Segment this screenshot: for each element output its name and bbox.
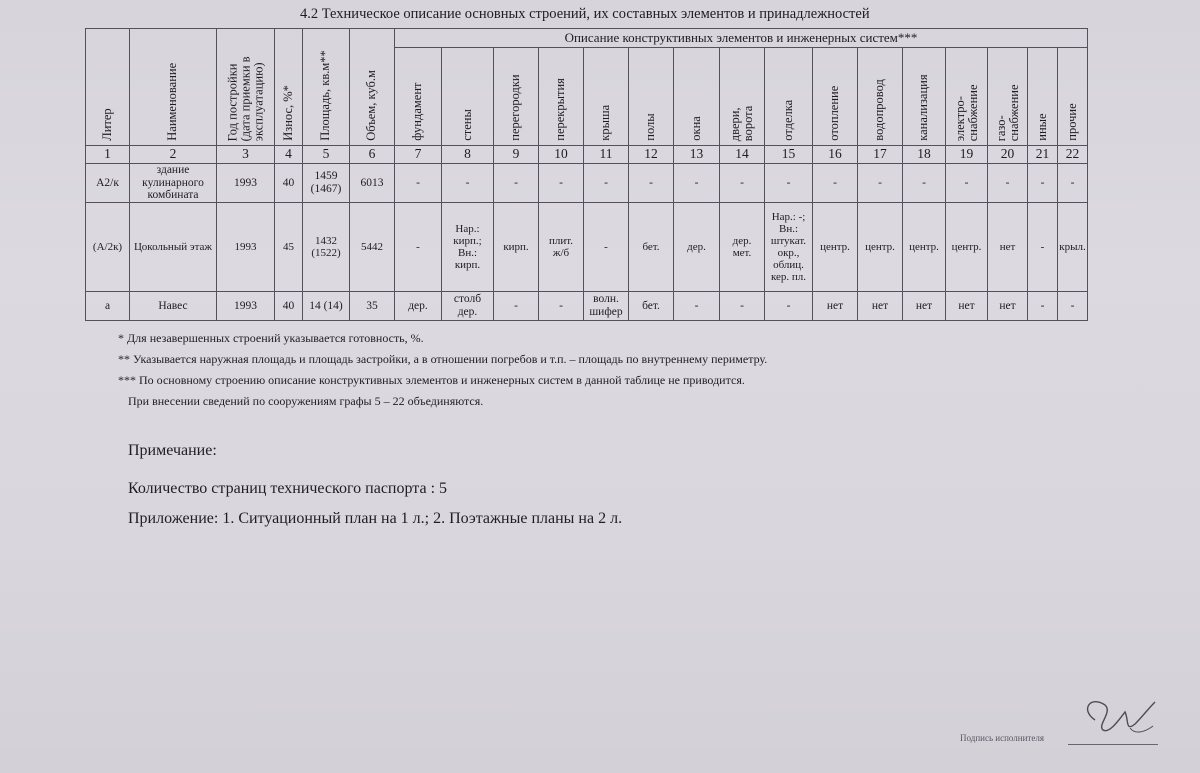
cell-c21: -	[1028, 291, 1058, 320]
cell-c19: центр.	[946, 202, 988, 291]
cell-c10: -	[539, 164, 584, 203]
cell-c8: столб дер.	[442, 291, 494, 320]
cell-wear: 40	[275, 164, 303, 203]
header-roof: крыша	[584, 48, 629, 146]
cell-liter: (А/2к)	[86, 202, 130, 291]
signature-line	[1068, 744, 1158, 745]
cell-c18: нет	[903, 291, 946, 320]
header-partitions: перегородки	[494, 48, 539, 146]
cell-c10: -	[539, 291, 584, 320]
col-number: 12	[629, 146, 674, 164]
col-number: 2	[130, 146, 217, 164]
cell-c9: -	[494, 164, 539, 203]
col-number: 21	[1028, 146, 1058, 164]
cell-c13: дер.	[674, 202, 720, 291]
cell-c11: -	[584, 202, 629, 291]
col-number: 5	[303, 146, 350, 164]
cell-c20: -	[988, 164, 1028, 203]
table-row	[86, 202, 1088, 291]
header-other: прочие	[1058, 48, 1088, 146]
cell-name: здание кулинарного комбината	[130, 164, 217, 203]
signature-mark	[1075, 690, 1165, 745]
col-number: 18	[903, 146, 946, 164]
signature-label: Подпись исполнителя	[960, 733, 1044, 743]
cell-c18: центр.	[903, 202, 946, 291]
cell-c13: -	[674, 164, 720, 203]
table-row	[86, 291, 1088, 320]
header-slabs: перекрытия	[539, 48, 584, 146]
cell-c15: Нар.: -; Вн.: штукат. окр., облиц. кер. пл.	[765, 202, 813, 291]
col-number: 1	[86, 146, 130, 164]
cell-c19: -	[946, 164, 988, 203]
pages-count: Количество страниц технического паспорта : 5	[128, 480, 448, 497]
col-number: 6	[350, 146, 395, 164]
section-title: 4.2 Техническое описание основных строений, их составных элементов и принадлежностей	[300, 6, 870, 22]
cell-name: Цокольный этаж	[130, 202, 217, 291]
cell-c11: -	[584, 164, 629, 203]
cell-wear: 40	[275, 291, 303, 320]
cell-c22: -	[1058, 291, 1088, 320]
header-other-eng: иные	[1028, 48, 1058, 146]
header-group-elements: Описание конструктивных элементов и инженерных систем***	[395, 29, 1088, 48]
col-number: 7	[395, 146, 442, 164]
cell-c14: дер. мет.	[720, 202, 765, 291]
cell-c16: нет	[813, 291, 858, 320]
cell-c20: нет	[988, 291, 1028, 320]
cell-year: 1993	[217, 202, 275, 291]
footnote: *** По основному строению описание конструктивных элементов и инженерных систем в данной таблице не приводится.	[118, 373, 745, 387]
col-number: 20	[988, 146, 1028, 164]
cell-c7: дер.	[395, 291, 442, 320]
header-sewer: канализация	[903, 48, 946, 146]
cell-c7: -	[395, 202, 442, 291]
cell-c9: кирп.	[494, 202, 539, 291]
footnote: * Для незавершенных строений указывается готовность, %.	[118, 331, 424, 345]
cell-c8: Нар.: кирп.; Вн.: кирп.	[442, 202, 494, 291]
cell-c12: бет.	[629, 291, 674, 320]
header-area: Площадь, кв.м**	[303, 29, 350, 146]
header-gas: газо- снабжение	[988, 48, 1028, 146]
header-wear: Износ, %*	[275, 29, 303, 146]
cell-c17: -	[858, 164, 903, 203]
cell-c22: -	[1058, 164, 1088, 203]
cell-area: 1432 (1522)	[303, 202, 350, 291]
cell-c8: -	[442, 164, 494, 203]
table-row	[86, 164, 1088, 203]
header-windows: окна	[674, 48, 720, 146]
cell-area: 1459 (1467)	[303, 164, 350, 203]
footnote: ** Указывается наружная площадь и площадь застройки, а в отношении погребов и т.п. – площадь по внутреннему периметру.	[118, 352, 768, 366]
cell-c15: -	[765, 291, 813, 320]
header-foundation: фундамент	[395, 48, 442, 146]
col-number: 19	[946, 146, 988, 164]
footnotes	[118, 328, 767, 412]
header-floors: полы	[629, 48, 674, 146]
cell-c11: волн. шифер	[584, 291, 629, 320]
col-number: 13	[674, 146, 720, 164]
cell-c7: -	[395, 164, 442, 203]
cell-c19: нет	[946, 291, 988, 320]
col-number: 9	[494, 146, 539, 164]
cell-c14: -	[720, 291, 765, 320]
cell-c22: крыл.	[1058, 202, 1088, 291]
cell-c13: -	[674, 291, 720, 320]
cell-area: 14 (14)	[303, 291, 350, 320]
cell-c17: центр.	[858, 202, 903, 291]
col-number: 16	[813, 146, 858, 164]
header-water: водопровод	[858, 48, 903, 146]
cell-liter: А2/к	[86, 164, 130, 203]
cell-c16: -	[813, 164, 858, 203]
col-number: 14	[720, 146, 765, 164]
header-walls: стены	[442, 48, 494, 146]
header-volume: Объем, куб.м	[350, 29, 395, 146]
cell-volume: 35	[350, 291, 395, 320]
remark-label: Примечание:	[128, 442, 217, 459]
cell-c20: нет	[988, 202, 1028, 291]
col-number: 11	[584, 146, 629, 164]
header-liter: Литер	[86, 29, 130, 146]
cell-volume: 6013	[350, 164, 395, 203]
col-number: 8	[442, 146, 494, 164]
col-number: 10	[539, 146, 584, 164]
cell-c16: центр.	[813, 202, 858, 291]
appendix-line: Приложение: 1. Ситуационный план на 1 л.; 2. Поэтажные планы на 2 л.	[128, 510, 623, 527]
cell-c12: бет.	[629, 202, 674, 291]
cell-liter: а	[86, 291, 130, 320]
cell-year: 1993	[217, 164, 275, 203]
cell-c9: -	[494, 291, 539, 320]
column-numbers-row	[86, 146, 1088, 164]
buildings-table	[85, 28, 1088, 321]
cell-name: Навес	[130, 291, 217, 320]
cell-c17: нет	[858, 291, 903, 320]
cell-wear: 45	[275, 202, 303, 291]
cell-c21: -	[1028, 164, 1058, 203]
header-finish: отделка	[765, 48, 813, 146]
header-name: Наименование	[130, 29, 217, 146]
col-number: 22	[1058, 146, 1088, 164]
cell-year: 1993	[217, 291, 275, 320]
footnote: При внесении сведений по сооружениям графы 5 – 22 объединяются.	[128, 394, 484, 408]
col-number: 4	[275, 146, 303, 164]
col-number: 3	[217, 146, 275, 164]
header-doors: двери, ворота	[720, 48, 765, 146]
col-number: 17	[858, 146, 903, 164]
cell-c15: -	[765, 164, 813, 203]
cell-c21: -	[1028, 202, 1058, 291]
col-number: 15	[765, 146, 813, 164]
cell-volume: 5442	[350, 202, 395, 291]
header-year: Год постройки (дата приемки в эксплуатацию)	[217, 29, 275, 146]
header-electric: электро- снабжение	[946, 48, 988, 146]
cell-c18: -	[903, 164, 946, 203]
header-heating: отопление	[813, 48, 858, 146]
cell-c10: плит. ж/б	[539, 202, 584, 291]
cell-c14: -	[720, 164, 765, 203]
cell-c12: -	[629, 164, 674, 203]
